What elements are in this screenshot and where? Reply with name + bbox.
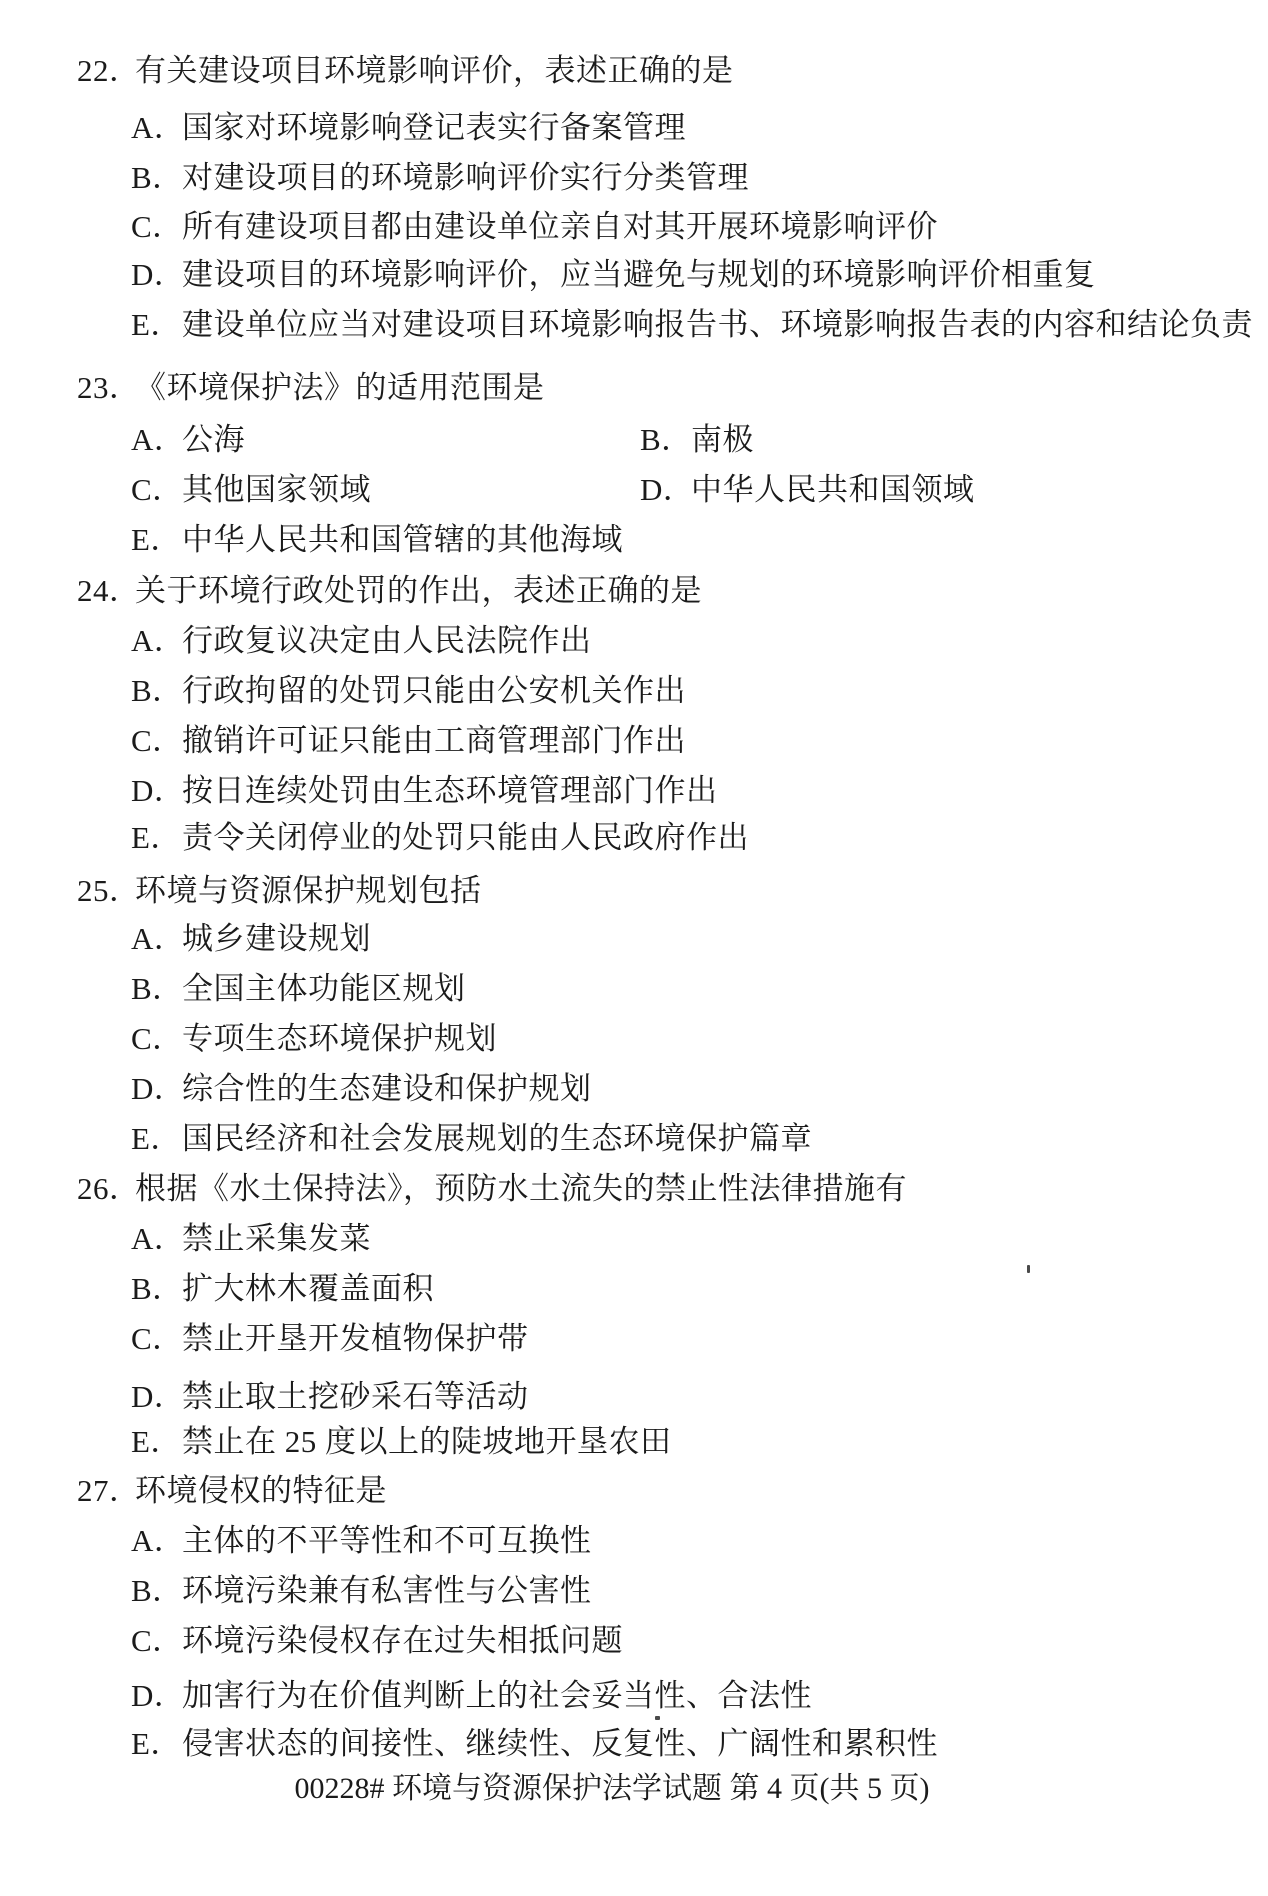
option-text: 禁止采集发菜 [182, 1221, 371, 1256]
option-text: 所有建设项目都由建设单位亲自对其开展环境影响评价 [182, 209, 938, 244]
option-label: D． [131, 1678, 186, 1713]
question-number: 23． [77, 370, 141, 405]
option-text: 扩大林木覆盖面积 [182, 1271, 434, 1306]
question-stem: 《环境保护法》的适用范围是 [135, 370, 545, 405]
page-footer: 00228# 环境与资源保护法学试题 第 4 页(共 5 页) [294, 1772, 930, 1805]
option-line [0, 622, 1268, 660]
question-stem: 环境侵权的特征是 [135, 1473, 387, 1508]
option-line [0, 1070, 1268, 1108]
scan-speck [655, 1716, 660, 1720]
option-label: D． [131, 1071, 186, 1106]
option-label: B． [131, 1271, 184, 1306]
option-label: B． [131, 160, 184, 195]
option-cell [640, 472, 975, 507]
option-line [0, 521, 1268, 559]
question-stem: 根据《水土保持法》，预防水土流失的禁止性法律措施有 [135, 1171, 907, 1206]
option-line [0, 1423, 1268, 1461]
option-label: E． [131, 1121, 182, 1156]
option-line [0, 920, 1268, 958]
option-line [0, 471, 1268, 509]
option-label: C． [131, 1321, 184, 1356]
option-label: B． [131, 673, 184, 708]
question-number: 25． [77, 873, 141, 908]
option-text: 环境污染侵权存在过失相抵问题 [182, 1623, 623, 1658]
option-label: B． [131, 1573, 184, 1608]
option-line [0, 421, 1268, 459]
option-line [0, 208, 1268, 246]
option-text: 全国主体功能区规划 [182, 971, 466, 1006]
option-label: E． [131, 1424, 182, 1459]
option-line [0, 1320, 1268, 1358]
option-cell [640, 422, 754, 457]
option-text: 建设项目的环境影响评价，应当避免与规划的环境影响评价相重复 [182, 257, 1096, 292]
scan-speck [1027, 1265, 1030, 1273]
option-line [0, 1725, 1268, 1763]
option-label: C． [131, 209, 184, 244]
option-label: E． [131, 820, 182, 855]
option-text: 侵害状态的间接性、继续性、反复性、广阔性和累积性 [182, 1726, 938, 1761]
option-text: 公海 [182, 422, 245, 457]
option-line [0, 672, 1268, 710]
option-text: 撤销许可证只能由工商管理部门作出 [182, 723, 686, 758]
option-text: 专项生态环境保护规划 [182, 1021, 497, 1056]
option-label: D． [131, 257, 186, 292]
option-label: C． [131, 1623, 184, 1658]
option-label: D． [131, 1379, 186, 1414]
option-label: D． [131, 773, 186, 808]
option-text: 加害行为在价值判断上的社会妥当性、合法性 [182, 1678, 812, 1713]
question-stem-line [0, 572, 1268, 610]
question-stem: 有关建设项目环境影响评价，表述正确的是 [135, 53, 734, 88]
option-text: 国家对环境影响登记表实行备案管理 [182, 110, 686, 145]
option-line [0, 772, 1268, 810]
option-text: 城乡建设规划 [182, 921, 371, 956]
option-label: A． [131, 1221, 186, 1256]
option-label: A． [131, 110, 186, 145]
option-line [0, 819, 1268, 857]
option-label: A． [131, 623, 186, 658]
option-line [0, 1378, 1268, 1416]
option-label: C． [131, 1021, 184, 1056]
option-label: E． [131, 1726, 182, 1761]
option-text: 禁止取土挖砂采石等活动 [182, 1379, 529, 1414]
option-line [0, 1020, 1268, 1058]
option-text: 中华人民共和国管辖的其他海域 [182, 522, 623, 557]
option-text: 对建设项目的环境影响评价实行分类管理 [182, 160, 749, 195]
option-label: B． [131, 971, 184, 1006]
option-text: 主体的不平等性和不可互换性 [182, 1523, 592, 1558]
question-stem-line [0, 872, 1268, 910]
question-stem-line [0, 369, 1268, 407]
option-line [0, 1522, 1268, 1560]
option-text: 责令关闭停业的处罚只能由人民政府作出 [182, 820, 749, 855]
option-label: A． [131, 921, 186, 956]
option-line [0, 1120, 1268, 1158]
option-text: 环境污染兼有私害性与公害性 [182, 1573, 592, 1608]
option-text: 按日连续处罚由生态环境管理部门作出 [182, 773, 718, 808]
question-number: 27． [77, 1473, 141, 1508]
question-number: 24． [77, 573, 141, 608]
question-stem-line [0, 1472, 1268, 1510]
option-label: E． [131, 522, 182, 557]
option-text: 行政复议决定由人民法院作出 [182, 623, 592, 658]
option-line [0, 306, 1268, 344]
option-text: 中华人民共和国领域 [691, 472, 975, 507]
option-line [0, 1677, 1268, 1715]
option-text: 综合性的生态建设和保护规划 [182, 1071, 592, 1106]
option-label: E． [131, 307, 182, 342]
option-text: 南极 [691, 422, 754, 457]
option-line [0, 1220, 1268, 1258]
option-line [0, 109, 1268, 147]
option-text: 禁止开垦开发植物保护带 [182, 1321, 529, 1356]
question-stem: 环境与资源保护规划包括 [135, 873, 482, 908]
question-stem: 关于环境行政处罚的作出，表述正确的是 [135, 573, 702, 608]
option-text: 禁止在 25 度以上的陡坡地开垦农田 [182, 1424, 672, 1459]
option-text: 其他国家领域 [182, 472, 371, 507]
question-stem-line [0, 1170, 1268, 1208]
option-line [0, 722, 1268, 760]
option-label: A． [131, 1523, 186, 1558]
option-text: 行政拘留的处罚只能由公安机关作出 [182, 673, 686, 708]
option-line [0, 1270, 1268, 1308]
option-label: A． [131, 422, 186, 457]
option-line [0, 159, 1268, 197]
option-label: C． [131, 723, 184, 758]
question-number: 22． [77, 53, 141, 88]
option-cell [131, 421, 640, 459]
option-cell [131, 471, 640, 509]
option-text: 国民经济和社会发展规划的生态环境保护篇章 [182, 1121, 812, 1156]
option-line [0, 1572, 1268, 1610]
question-number: 26． [77, 1171, 141, 1206]
option-line [0, 256, 1268, 294]
question-stem-line [0, 52, 1268, 90]
option-line [0, 970, 1268, 1008]
option-label: B． [640, 422, 693, 457]
option-label: C． [131, 472, 184, 507]
option-label: D． [640, 472, 695, 507]
option-line [0, 1622, 1268, 1660]
option-text: 建设单位应当对建设项目环境影响报告书、环境影响报告表的内容和结论负责 [182, 307, 1253, 342]
